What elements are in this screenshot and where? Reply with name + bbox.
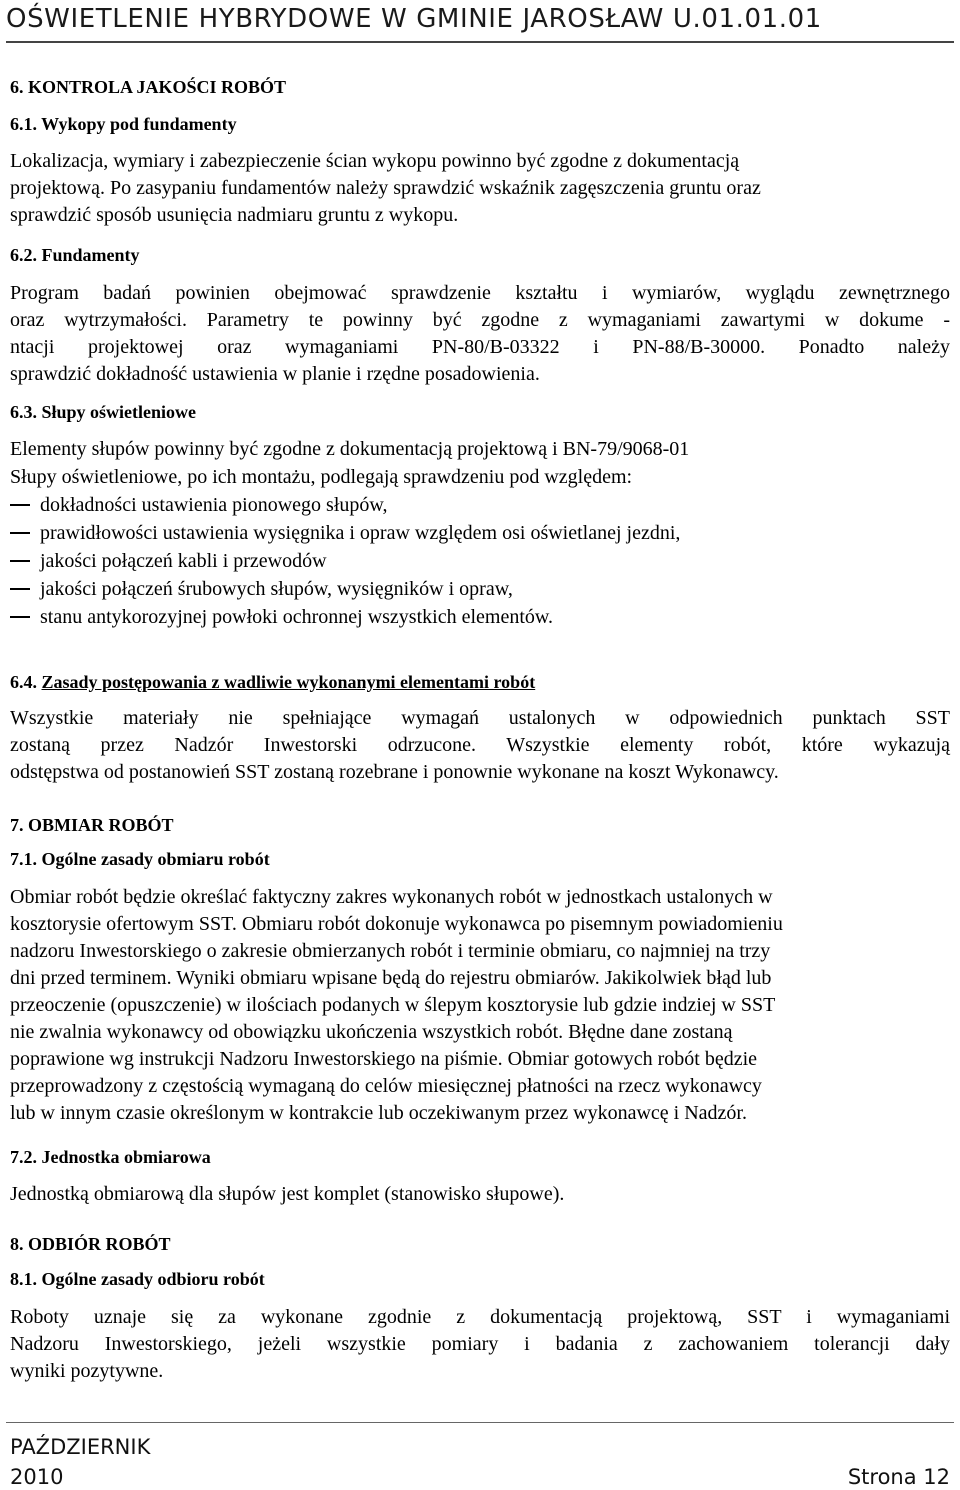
footer-year: 2010 [10, 1465, 64, 1489]
paragraph-line: nie zwalnia wykonawcy od obowiązku ukończenia wszystkich robót. Błędne dane zostaną [10, 1021, 733, 1043]
paragraph-6-3-line-2: Słupy oświetleniowe, po ich montażu, podlegają sprawdzeniu pod względem: [10, 466, 633, 488]
paragraph-6-3-line-1: Elementy słupów powinny być zgodne z dokumentacją projektową i BN-79/9068-01 [10, 438, 690, 460]
paragraph-6-2 [10, 280, 950, 388]
bullet-item: stanu antykorozyjnej powłoki ochronnej wszystkich elementów. [10, 605, 553, 629]
dash-bullet-icon [10, 532, 30, 534]
bullet-item: dokładności ustawienia pionowego słupów, [10, 493, 388, 517]
paragraph-line: dni przed terminem. Wyniki obmiaru wpisane będą do rejestru obmiarów. Jakikolwiek błąd lub [10, 967, 772, 989]
paragraph-line: sprawdzić sposób usunięcia nadmiaru gruntu z wykopu. [10, 204, 459, 226]
heading-6-4 [10, 671, 535, 693]
heading-6-4-number: 6.4. [10, 672, 37, 692]
paragraph-line: sprawdzić dokładność ustawienia w planie i rzędne posadowienia. [10, 363, 540, 385]
paragraph-line: poprawione wg instrukcji Nadzoru Inwestorskiego na piśmie. Obmiar gotowych robót będzie [10, 1048, 758, 1070]
footer-rule [6, 1422, 954, 1423]
heading-7-1: 7.1. Ogólne zasady obmiaru robót [10, 849, 270, 869]
paragraph-6-1 [10, 148, 950, 229]
paragraph-line: przeprowadzony z częstością wymaganą do celów miesięcznej płatności na rzecz wykonawcy [10, 1075, 762, 1097]
dash-bullet-icon [10, 560, 30, 562]
heading-section-7: 7. OBMIAR ROBÓT [10, 815, 174, 835]
paragraph-line: lub w innym czasie określonym w kontrakcie lub oczekiwanym przez wykonawcę i Nadzór. [10, 1102, 747, 1124]
paragraph-line: nadzoru Inwestorskiego o zakresie obmierzanych robót i terminie obmiaru, co najmniej na trzy [10, 940, 771, 962]
paragraph-line: projektową. Po zasypaniu fundamentów należy sprawdzić wskaźnik zagęszczenia gruntu oraz [10, 177, 761, 199]
paragraph-line: Lokalizacja, wymiary i zabezpieczenie ścian wykopu powinno być zgodne z dokumentacją [10, 150, 740, 172]
heading-6-4-title: Zasady postępowania z wadliwie wykonanymi elementami robót [41, 672, 536, 692]
paragraph-line: odstępstwa od postanowień SST zostaną rozebrane i ponownie wykonane na koszt Wykonawcy. [10, 761, 779, 783]
paragraph-line: Wszystkie materiały nie spełniające wymagań ustalonych w odpowiednich punktach SST [10, 707, 950, 729]
bullet-item: prawidłowości ustawienia wysięgnika i opraw względem osi oświetlanej jezdni, [10, 521, 680, 545]
dash-bullet-icon [10, 616, 30, 618]
heading-6-2: 6.2. Fundamenty [10, 245, 140, 265]
footer-month: PAŹDZIERNIK [10, 1435, 151, 1459]
paragraph-7-2: Jednostką obmiarową dla słupów jest komplet (stanowisko słupowe). [10, 1183, 565, 1205]
paragraph-line: Program badań powinien obejmować sprawdzenie kształtu i wymiarów, wyglądu zewnętrznego [10, 282, 950, 304]
paragraph-8-1 [10, 1304, 950, 1385]
heading-8-1: 8.1. Ogólne zasady odbioru robót [10, 1269, 265, 1289]
paragraph-line: Roboty uznaje się za wykonane zgodnie z dokumentacją projektową, SST i wymaganiami [10, 1306, 950, 1328]
running-header: OŚWIETLENIE HYBRYDOWE W GMINIE JAROSŁAW U.01.01.01 [6, 4, 822, 34]
bullet-item: jakości połączeń śrubowych słupów, wysięgników i opraw, [10, 577, 513, 601]
header-rule [6, 41, 954, 43]
heading-7-2: 7.2. Jednostka obmiarowa [10, 1147, 211, 1167]
paragraph-line: przeoczenie (opuszczenie) w ilościach podanych w ślepym kosztorysie lub gdzie indziej w SST [10, 994, 776, 1016]
heading-section-6: 6. KONTROLA JAKOŚCI ROBÓT [10, 77, 287, 97]
heading-section-8: 8. ODBIÓR ROBÓT [10, 1234, 171, 1254]
paragraph-line: zostaną przez Nadzór Inwestorski odrzucone. Wszystkie elementy robót, które wykazują [10, 734, 950, 756]
bullet-item: jakości połączeń kabli i przewodów [10, 549, 327, 573]
paragraph-line: wyniki pozytywne. [10, 1360, 164, 1382]
dash-bullet-icon [10, 588, 30, 590]
paragraph-line: oraz wytrzymałości. Parametry te powinny być zgodne z wymaganiami zawartymi w dokume - [10, 309, 950, 331]
dash-bullet-icon [10, 504, 30, 506]
footer-page-number: Strona 12 [847, 1465, 950, 1489]
paragraph-6-4 [10, 705, 950, 786]
paragraph-line: ntacji projektowej oraz wymaganiami PN-80/B-03322 i PN-88/B-30000. Ponadto należy [10, 336, 950, 358]
paragraph-line: Nadzoru Inwestorskiego, jeżeli wszystkie pomiary i badania z zachowaniem tolerancji dały [10, 1333, 950, 1355]
heading-6-1: 6.1. Wykopy pod fundamenty [10, 114, 237, 134]
paragraph-line: Obmiar robót będzie określać faktyczny zakres wykonanych robót w jednostkach ustalonych w [10, 886, 773, 908]
paragraph-7-1 [10, 884, 950, 1127]
paragraph-line: kosztorysie ofertowym SST. Obmiaru robót dokonuje wykonawca po pisemnym powiadomieniu [10, 913, 783, 935]
heading-6-3: 6.3. Słupy oświetleniowe [10, 402, 197, 422]
